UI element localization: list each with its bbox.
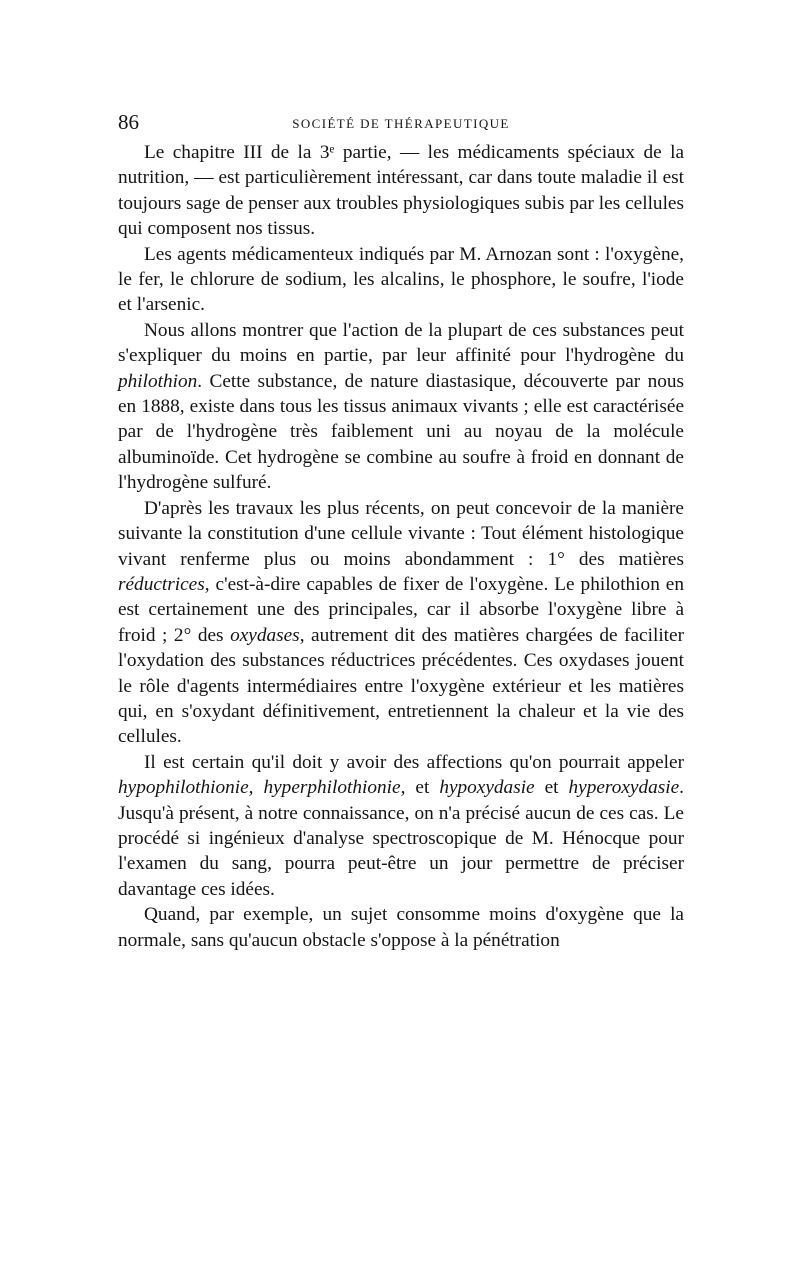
text-run: , (248, 777, 264, 799)
paragraph-philothion (118, 318, 684, 496)
text-run: , c'est-à-dire capables de fixer de l'oxygène. Le philothion en est certainement une des principales, car il absorbe l'oxygène libre à froid ; 2° des (118, 573, 684, 646)
text-run: Il est certain qu'il doit y avoir des affections qu'on pourrait appeler (144, 751, 684, 773)
italic-term-oxydases: oxydases (230, 624, 300, 646)
page-number: 86 (118, 110, 139, 134)
italic-term-hyperphilothionie: hyperphilothionie (263, 777, 401, 799)
paragraph-affections (118, 750, 684, 902)
text-run: Nous allons montrer que l'action de la plupart de ces substances peut s'expliquer du moins en partie, par leur affinité pour l'hydrogène du (118, 319, 684, 367)
body-text (118, 140, 684, 953)
book-page (118, 110, 684, 953)
text-run: D'après les travaux les plus récents, on peut concevoir de la manière suivante la constitution d'une cellule vivante : Tout élément histologique vivant renferme plus ou moins abondamment : 1° des matières (118, 497, 684, 570)
italic-term-hypophilothionie: hypophilothionie (118, 777, 249, 799)
running-head: SOCIÉTÉ DE THÉRAPEUTIQUE (292, 116, 510, 131)
text-run: , et (400, 777, 440, 799)
paragraph-oxygen-consumption: Quand, par exemple, un sujet consomme moins d'oxygène que la normale, sans qu'aucun obstacle s'oppose à la pénétration (118, 904, 684, 951)
italic-term-philothion: philothion (118, 370, 198, 392)
text-run: , autrement dit des matières chargées de faciliter l'oxydation des substances réductrices précédentes. Ces oxydases jouent le rôle d'agents intermédiaires entre l'oxygène extérieur et les matières qui, en s'oxydant définitivement, entretiennent la chaleur et la vie des cellules. (118, 624, 685, 748)
text-run: . Jusqu'à présent, à notre connaissance, on n'a précisé aucun de ces cas. Le procédé si ingénieux d'analyse spectroscopique de M. Hénocque pour l'examen du sang, pourra peut-être un jour permettre de préciser davantage ces idées. (118, 777, 684, 900)
italic-term-reductrices: réductrices (118, 573, 205, 595)
paragraph-cell-constitution (118, 496, 684, 750)
page-header (118, 110, 684, 140)
paragraph-medicinal-agents: Les agents médicamenteux indiqués par M. Arnozan sont : l'oxygène, le fer, le chlorure de sodium, les alcalins, le phosphore, le soufre, l'iode et l'arsenic. (118, 243, 684, 316)
paragraph-chapter-iii: Le chapitre III de la 3ᵉ partie, — les médicaments spéciaux de la nutrition, — est particulièrement intéressant, car dans toute maladie il est toujours sage de penser aux troubles physiologiques subis par les cellules qui composent nos tissus. (118, 142, 684, 240)
italic-term-hypoxydasie: hypoxydasie (439, 777, 535, 799)
text-run: . Cette substance, de nature diastasique, découverte par nous en 1888, existe dans tous les tissus animaux vivants ; elle est caractérisée par de l'hydrogène très faiblement uni au noyau de la molécule albuminoïde. Cet hydrogène se combine au soufre à froid en donnant de l'hydrogène sulfuré. (118, 370, 684, 494)
text-run: et (534, 777, 569, 799)
italic-term-hyperoxydasie: hyperoxydasie (568, 777, 680, 799)
